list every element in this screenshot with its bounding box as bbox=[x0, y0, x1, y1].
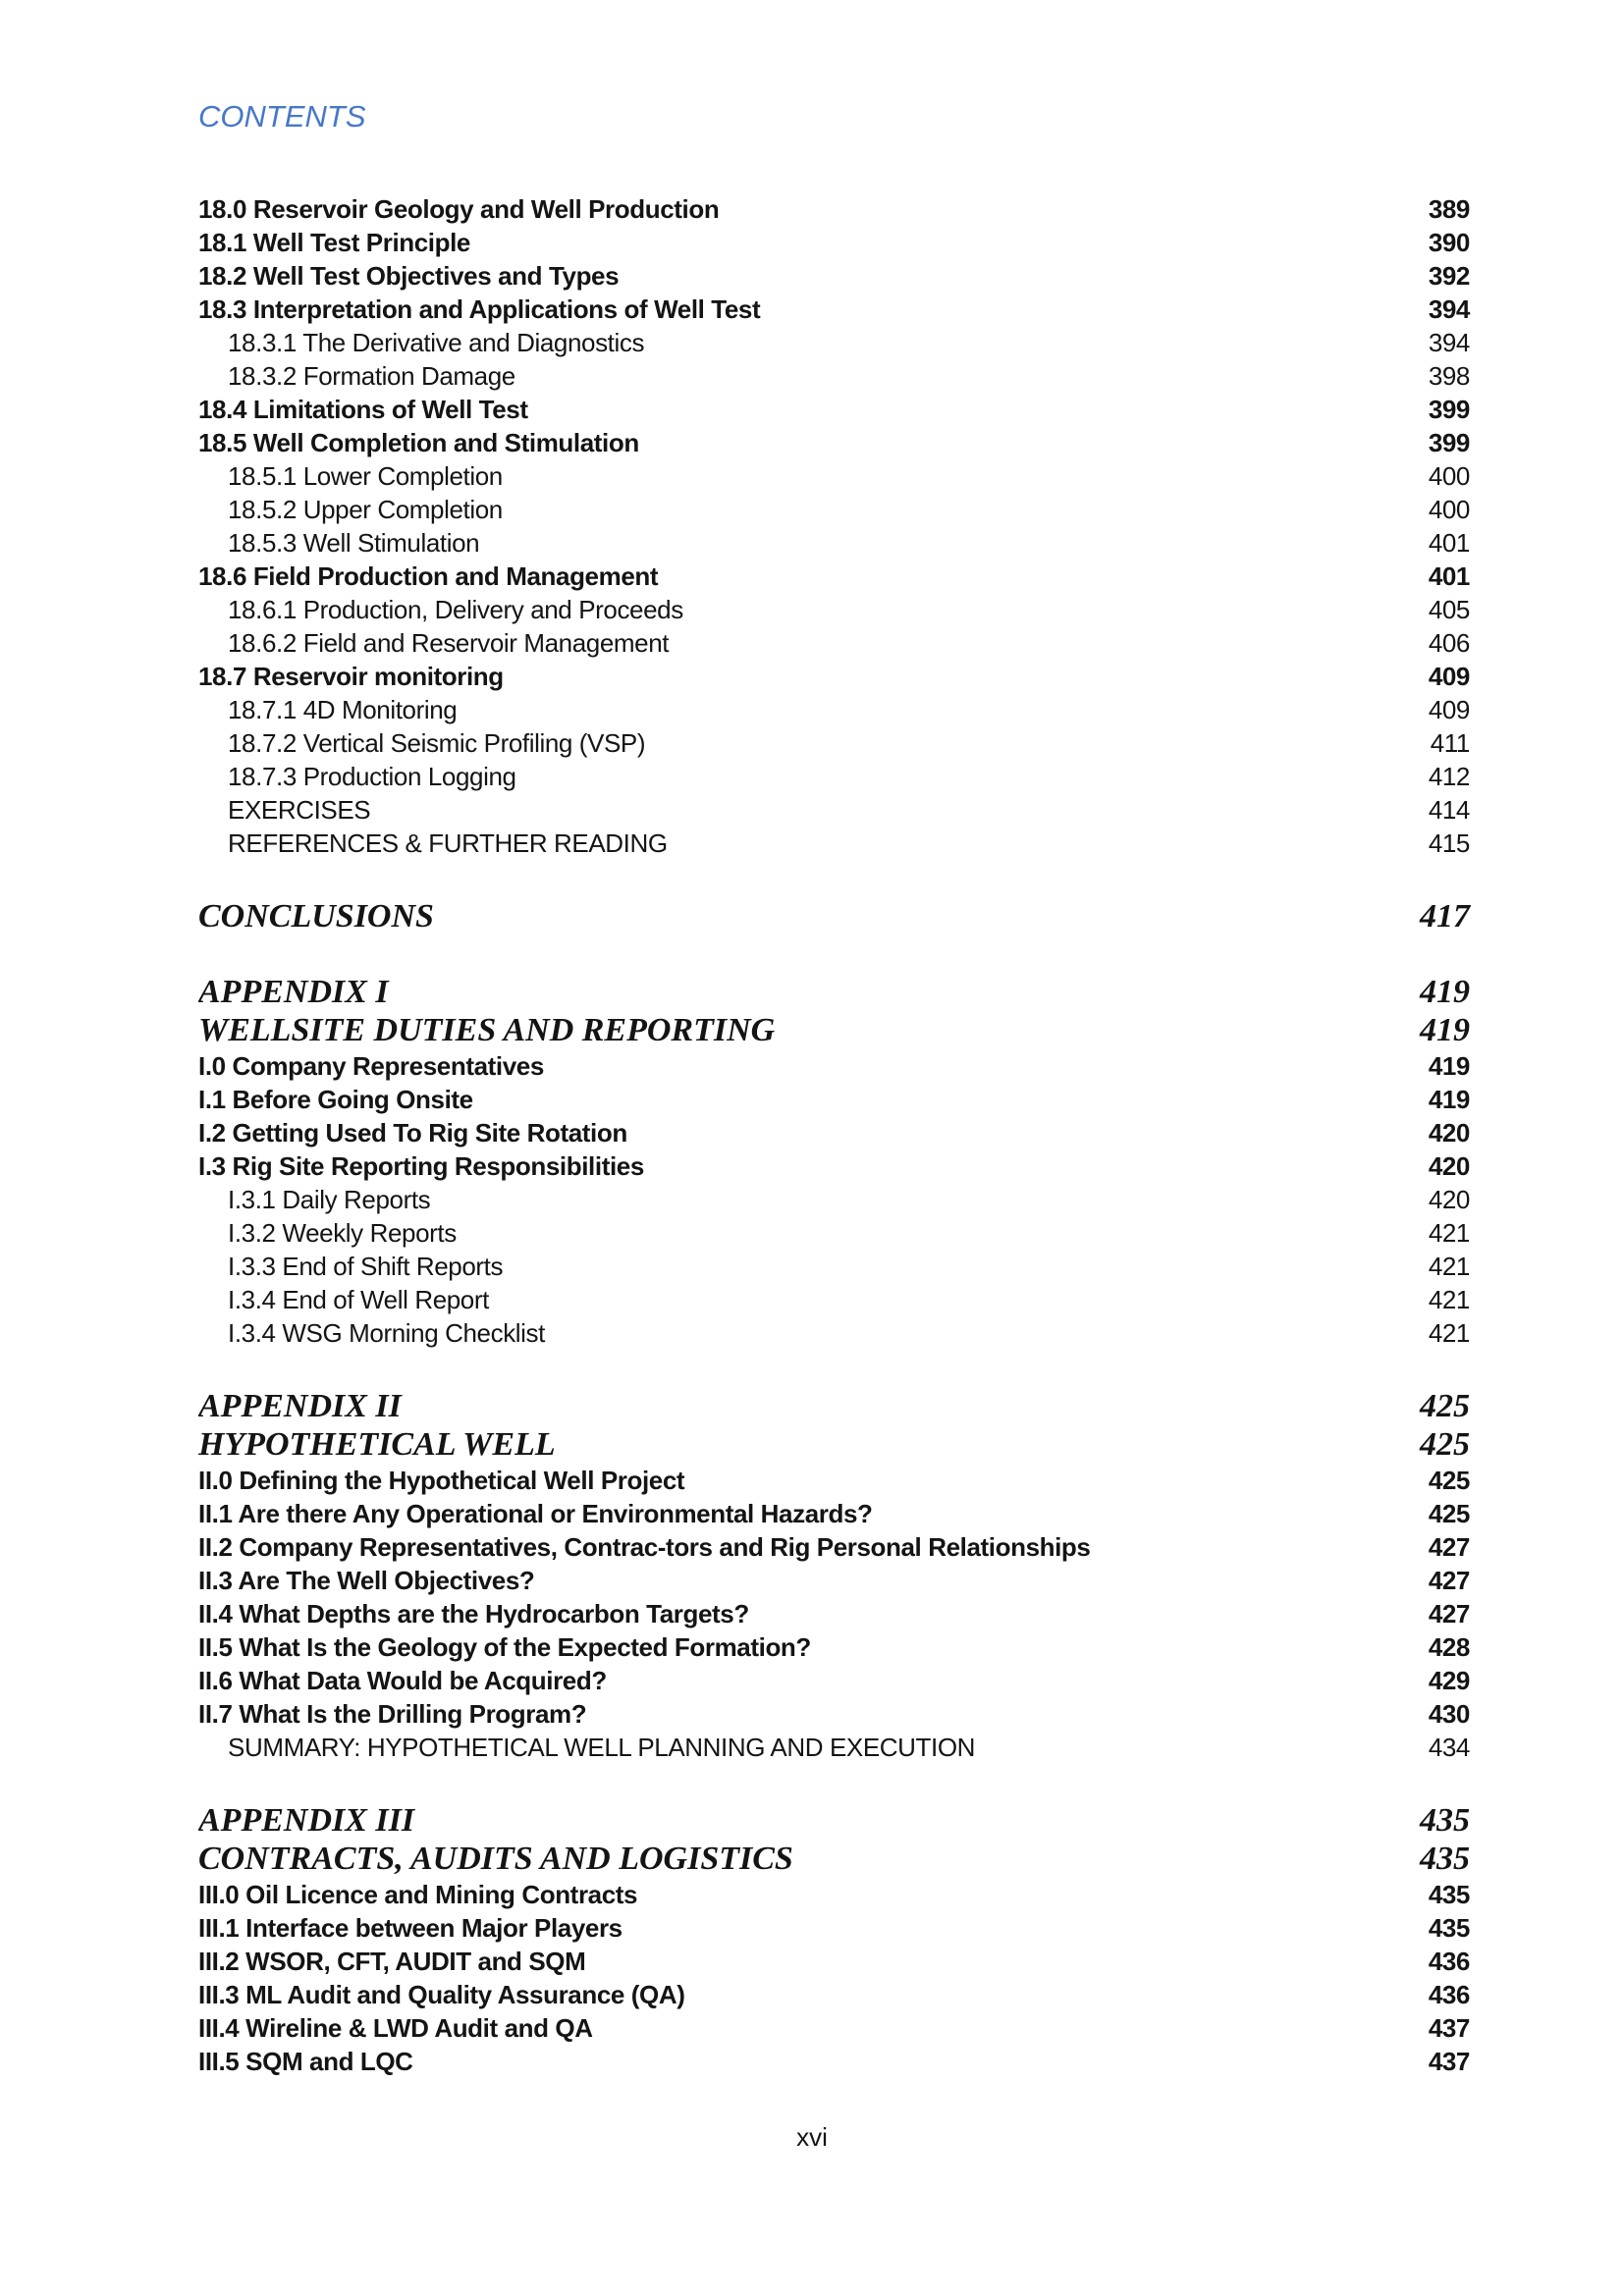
toc-entry-label: APPENDIX II bbox=[198, 1388, 402, 1424]
toc-entry-page: 390 bbox=[1428, 228, 1470, 257]
toc-entry-page: 427 bbox=[1428, 1566, 1470, 1595]
toc-entry-page: 419 bbox=[1428, 1051, 1470, 1081]
toc-entry-label: 18.5.2 Upper Completion bbox=[228, 495, 503, 524]
toc-row bbox=[198, 1840, 1470, 1878]
toc-entry-page: 419 bbox=[1420, 1012, 1470, 1048]
toc-entry-page: 417 bbox=[1420, 898, 1470, 934]
toc-section-appendix-1 bbox=[198, 973, 1470, 1350]
toc-entry-label: 18.7.3 Production Logging bbox=[228, 762, 516, 791]
toc-row bbox=[198, 973, 1470, 1011]
toc-row bbox=[198, 1911, 1470, 1945]
toc-entry-page: 394 bbox=[1428, 328, 1470, 357]
toc-row bbox=[198, 293, 1470, 326]
toc-entry-label: 18.6.1 Production, Delivery and Proceeds bbox=[228, 595, 683, 624]
toc-entry-label: II.6 What Data Would be Acquired? bbox=[198, 1666, 607, 1695]
toc-entry-label: 18.0 Reservoir Geology and Well Production bbox=[198, 194, 720, 224]
toc-row bbox=[198, 626, 1470, 660]
toc-entry-label: III.3 ML Audit and Quality Assurance (QA) bbox=[198, 1980, 685, 2009]
toc-entry-label: II.1 Are there Any Operational or Environmental Hazards? bbox=[198, 1499, 873, 1528]
table-of-contents bbox=[198, 192, 1470, 2078]
toc-entry-label: I.3.1 Daily Reports bbox=[228, 1185, 431, 1214]
toc-entry-label: WELLSITE DUTIES AND REPORTING bbox=[198, 1012, 776, 1048]
toc-entry-page: 411 bbox=[1430, 728, 1470, 758]
toc-entry-label: CONCLUSIONS bbox=[198, 898, 434, 934]
toc-row bbox=[198, 1731, 1470, 1764]
toc-row bbox=[198, 1316, 1470, 1350]
toc-entry-page: 401 bbox=[1428, 528, 1470, 558]
toc-entry-page: 405 bbox=[1428, 595, 1470, 624]
toc-entry-page: 434 bbox=[1428, 1733, 1470, 1762]
toc-row bbox=[198, 1801, 1470, 1840]
toc-entry-page: 435 bbox=[1420, 1841, 1470, 1877]
toc-entry-label: I.3 Rig Site Reporting Responsibilities bbox=[198, 1151, 644, 1181]
toc-section-appendix-3 bbox=[198, 1801, 1470, 2078]
toc-entry-label: 18.5 Well Completion and Stimulation bbox=[198, 428, 639, 457]
toc-entry-page: 425 bbox=[1428, 1466, 1470, 1495]
toc-entry-page: 420 bbox=[1428, 1151, 1470, 1181]
toc-entry-page: 400 bbox=[1428, 495, 1470, 524]
toc-entry-page: 425 bbox=[1420, 1388, 1470, 1424]
toc-entry-page: 427 bbox=[1428, 1599, 1470, 1629]
toc-entry-label: 18.7 Reservoir monitoring bbox=[198, 662, 504, 691]
toc-entry-page: 399 bbox=[1428, 395, 1470, 424]
toc-entry-label: 18.7.1 4D Monitoring bbox=[228, 695, 458, 724]
toc-row bbox=[198, 593, 1470, 626]
toc-entry-label: II.5 What Is the Geology of the Expected Formation? bbox=[198, 1632, 811, 1662]
toc-entry-page: 399 bbox=[1428, 428, 1470, 457]
toc-entry-label: I.1 Before Going Onsite bbox=[198, 1085, 473, 1114]
toc-row bbox=[198, 827, 1470, 860]
page-title: CONTENTS bbox=[198, 99, 366, 133]
toc-entry-label: III.5 SQM and LQC bbox=[198, 2047, 413, 2076]
toc-entry-page: 421 bbox=[1428, 1285, 1470, 1314]
toc-entry-page: 435 bbox=[1428, 1913, 1470, 1943]
toc-row bbox=[198, 1978, 1470, 2011]
toc-entry-label: 18.5.1 Lower Completion bbox=[228, 461, 503, 491]
toc-entry-label: III.2 WSOR, CFT, AUDIT and SQM bbox=[198, 1947, 586, 1976]
toc-row bbox=[198, 897, 1470, 935]
toc-entry-page: 435 bbox=[1428, 1880, 1470, 1909]
toc-row bbox=[198, 1564, 1470, 1597]
toc-row bbox=[198, 493, 1470, 526]
toc-entry-label: 18.7.2 Vertical Seismic Profiling (VSP) bbox=[228, 728, 646, 758]
toc-entry-page: 398 bbox=[1428, 361, 1470, 391]
toc-entry-label: III.1 Interface between Major Players bbox=[198, 1913, 623, 1943]
toc-row bbox=[198, 793, 1470, 827]
toc-row bbox=[198, 259, 1470, 293]
toc-entry-label: REFERENCES & FURTHER READING bbox=[228, 828, 668, 858]
toc-entry-page: 427 bbox=[1428, 1532, 1470, 1562]
toc-entry-page: 394 bbox=[1428, 294, 1470, 324]
toc-row bbox=[198, 192, 1470, 226]
toc-section-appendix-2 bbox=[198, 1387, 1470, 1764]
toc-entry-page: 414 bbox=[1428, 795, 1470, 825]
toc-row bbox=[198, 726, 1470, 760]
toc-entry-page: 409 bbox=[1428, 695, 1470, 724]
toc-row bbox=[198, 1083, 1470, 1116]
toc-entry-label: II.4 What Depths are the Hydrocarbon Targets? bbox=[198, 1599, 749, 1629]
toc-entry-label: 18.6 Field Production and Management bbox=[198, 561, 659, 591]
toc-row bbox=[198, 226, 1470, 259]
toc-entry-label: I.3.4 End of Well Report bbox=[228, 1285, 489, 1314]
toc-row bbox=[198, 1664, 1470, 1697]
toc-entry-label: APPENDIX I bbox=[198, 974, 389, 1010]
toc-entry-page: 421 bbox=[1428, 1252, 1470, 1281]
toc-entry-label: 18.3.2 Formation Damage bbox=[228, 361, 515, 391]
toc-row bbox=[198, 1250, 1470, 1283]
toc-entry-page: 425 bbox=[1420, 1426, 1470, 1463]
toc-entry-label: 18.4 Limitations of Well Test bbox=[198, 395, 528, 424]
toc-row bbox=[198, 426, 1470, 459]
toc-row bbox=[198, 693, 1470, 726]
toc-row bbox=[198, 1387, 1470, 1425]
toc-entry-label: CONTRACTS, AUDITS AND LOGISTICS bbox=[198, 1841, 793, 1877]
toc-row bbox=[198, 1011, 1470, 1049]
toc-entry-page: 421 bbox=[1428, 1318, 1470, 1348]
toc-entry-page: 436 bbox=[1428, 1947, 1470, 1976]
toc-entry-page: 419 bbox=[1428, 1085, 1470, 1114]
toc-row bbox=[198, 1530, 1470, 1564]
toc-entry-label: 18.2 Well Test Objectives and Types bbox=[198, 261, 620, 291]
toc-entry-page: 420 bbox=[1428, 1185, 1470, 1214]
toc-entry-label: II.3 Are The Well Objectives? bbox=[198, 1566, 535, 1595]
toc-row bbox=[198, 1425, 1470, 1464]
toc-row bbox=[198, 1878, 1470, 1911]
toc-entry-page: 415 bbox=[1428, 828, 1470, 858]
toc-row bbox=[198, 393, 1470, 426]
toc-row bbox=[198, 760, 1470, 793]
toc-row bbox=[198, 660, 1470, 693]
toc-section-conclusions bbox=[198, 897, 1470, 935]
toc-entry-label: APPENDIX III bbox=[198, 1802, 415, 1839]
toc-entry-page: 435 bbox=[1420, 1802, 1470, 1839]
toc-row bbox=[198, 1630, 1470, 1664]
toc-row bbox=[198, 459, 1470, 493]
toc-row bbox=[198, 1497, 1470, 1530]
toc-entry-label: 18.3.1 The Derivative and Diagnostics bbox=[228, 328, 645, 357]
toc-section-chapter-18 bbox=[198, 192, 1470, 860]
toc-entry-label: I.0 Company Representatives bbox=[198, 1051, 544, 1081]
toc-entry-page: 436 bbox=[1428, 1980, 1470, 2009]
toc-entry-label: II.7 What Is the Drilling Program? bbox=[198, 1699, 587, 1729]
toc-entry-page: 428 bbox=[1428, 1632, 1470, 1662]
toc-entry-label: HYPOTHETICAL WELL bbox=[198, 1426, 556, 1463]
page-number-footer: xvi bbox=[796, 2122, 828, 2152]
toc-row bbox=[198, 1283, 1470, 1316]
toc-row bbox=[198, 359, 1470, 393]
toc-entry-page: 429 bbox=[1428, 1666, 1470, 1695]
toc-row bbox=[198, 1464, 1470, 1497]
toc-row bbox=[198, 1216, 1470, 1250]
toc-entry-page: 409 bbox=[1428, 662, 1470, 691]
toc-entry-label: 18.3 Interpretation and Applications of Well Test bbox=[198, 294, 761, 324]
toc-entry-label: II.2 Company Representatives, Contrac-tors and Rig Personal Relationships bbox=[198, 1532, 1091, 1562]
toc-entry-label: II.0 Defining the Hypothetical Well Project bbox=[198, 1466, 685, 1495]
toc-entry-label: 18.6.2 Field and Reservoir Management bbox=[228, 628, 670, 658]
toc-entry-label: I.3.2 Weekly Reports bbox=[228, 1218, 457, 1248]
toc-entry-page: 421 bbox=[1428, 1218, 1470, 1248]
toc-entry-label: I.3.4 WSG Morning Checklist bbox=[228, 1318, 545, 1348]
toc-entry-page: 406 bbox=[1428, 628, 1470, 658]
toc-row bbox=[198, 1597, 1470, 1630]
toc-row bbox=[198, 2045, 1470, 2078]
toc-entry-page: 437 bbox=[1428, 2047, 1470, 2076]
toc-entry-label: EXERCISES bbox=[228, 795, 371, 825]
toc-entry-page: 425 bbox=[1428, 1499, 1470, 1528]
toc-row bbox=[198, 1149, 1470, 1183]
toc-entry-label: I.3.3 End of Shift Reports bbox=[228, 1252, 504, 1281]
toc-entry-page: 392 bbox=[1428, 261, 1470, 291]
toc-entry-label: 18.5.3 Well Stimulation bbox=[228, 528, 480, 558]
toc-row bbox=[198, 1116, 1470, 1149]
toc-entry-page: 401 bbox=[1428, 561, 1470, 591]
toc-entry-page: 400 bbox=[1428, 461, 1470, 491]
toc-entry-label: I.2 Getting Used To Rig Site Rotation bbox=[198, 1118, 627, 1148]
toc-entry-page: 437 bbox=[1428, 2013, 1470, 2043]
toc-row bbox=[198, 2011, 1470, 2045]
toc-entry-page: 420 bbox=[1428, 1118, 1470, 1148]
toc-entry-label: III.4 Wireline & LWD Audit and QA bbox=[198, 2013, 593, 2043]
toc-row bbox=[198, 1049, 1470, 1083]
toc-row bbox=[198, 1183, 1470, 1216]
toc-row bbox=[198, 526, 1470, 560]
toc-row bbox=[198, 1697, 1470, 1731]
toc-entry-label: III.0 Oil Licence and Mining Contracts bbox=[198, 1880, 638, 1909]
toc-row bbox=[198, 560, 1470, 593]
toc-row bbox=[198, 1945, 1470, 1978]
toc-entry-label: SUMMARY: HYPOTHETICAL WELL PLANNING AND EXECUTION bbox=[228, 1733, 976, 1762]
toc-entry-page: 412 bbox=[1428, 762, 1470, 791]
toc-entry-page: 430 bbox=[1428, 1699, 1470, 1729]
toc-entry-label: 18.1 Well Test Principle bbox=[198, 228, 470, 257]
toc-row bbox=[198, 326, 1470, 359]
toc-entry-page: 419 bbox=[1420, 974, 1470, 1010]
toc-entry-page: 389 bbox=[1428, 194, 1470, 224]
